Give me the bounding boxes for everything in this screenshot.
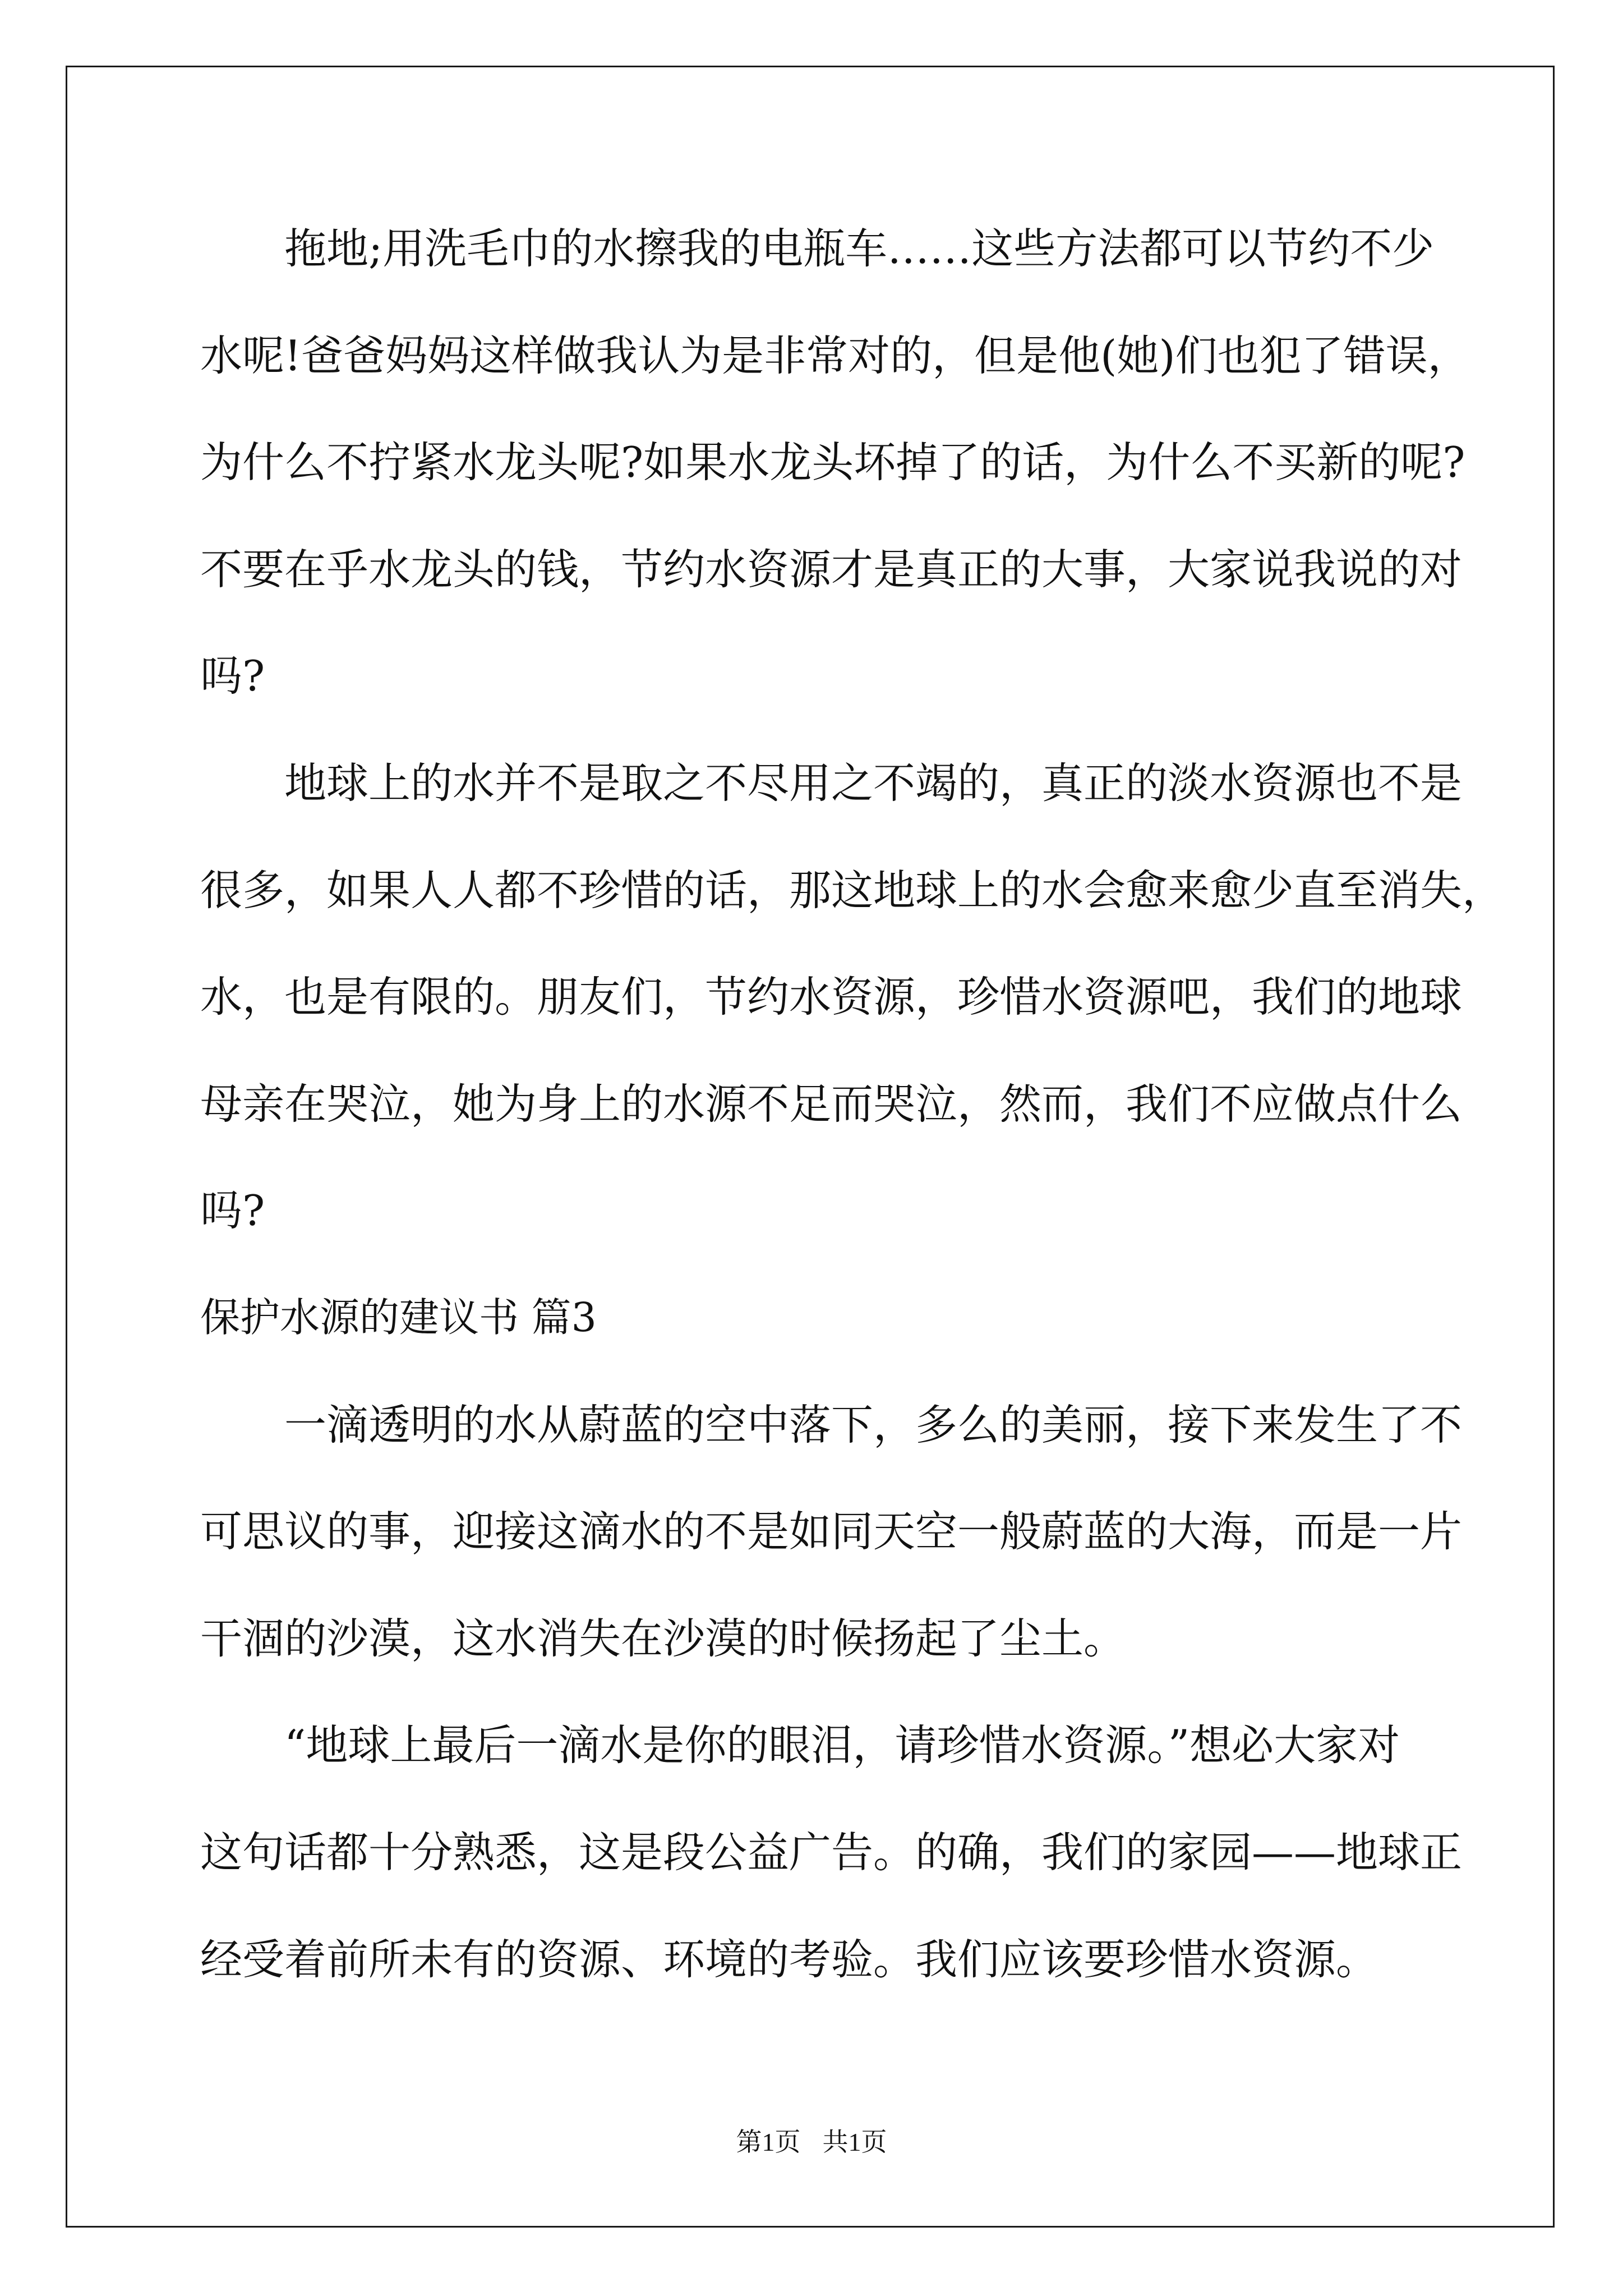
paragraph-line: 水呢!爸爸妈妈这样做我认为是非常对的，但是他(她)们也犯了错误，	[200, 330, 1470, 380]
paragraph-line: 这句话都十分熟悉，这是段公益广告。的确，我们的家园——地球正	[200, 1827, 1463, 1877]
paragraph-line: 地球上的水并不是取之不尽用之不竭的，真正的淡水资源也不是	[284, 758, 1463, 808]
paragraph-line: 可思议的事，迎接这滴水的不是如同天空一般蔚蓝的大海，而是一片	[200, 1507, 1463, 1557]
paragraph-line: 很多，如果人人都不珍惜的话，那这地球上的水会愈来愈少直至消失，	[200, 865, 1505, 915]
paragraph	[200, 195, 1546, 730]
page-footer-indicator: 第1页 共1页	[736, 2128, 887, 2156]
paragraph-line: 干涸的沙漠，这水消失在沙漠的时候扬起了尘土。	[200, 1613, 1126, 1663]
paragraph-line: 吗?	[200, 1186, 265, 1236]
paragraph-line: 拖地;用洗毛巾的水擦我的电瓶车……这些方法都可以节约不少	[284, 224, 1435, 273]
paragraph	[200, 1372, 1546, 1692]
paragraph-line: 母亲在哭泣，她为身上的水源不足而哭泣，然而，我们不应做点什么	[200, 1079, 1463, 1129]
paragraph-line: 为什么不拧紧水龙头呢?如果水龙头坏掉了的话，为什么不买新的呢?	[200, 438, 1465, 487]
paragraph-line: 不要在乎水龙头的钱，节约水资源才是真正的大事，大家说我说的对	[200, 544, 1463, 594]
paragraph	[200, 1692, 1546, 2013]
paragraph-line: 一滴透明的水从蔚蓝的空中落下，多么的美丽，接下来发生了不	[284, 1400, 1463, 1450]
paragraph-line: 吗?	[200, 651, 265, 701]
paragraph	[200, 730, 1546, 1264]
document-body	[200, 195, 1546, 2013]
paragraph-line: “地球上最后一滴水是你的眼泪，请珍惜水资源。”想必大家对	[284, 1720, 1400, 1770]
section-heading: 保护水源的建议书 篇3	[200, 1294, 597, 1341]
paragraph-line: 经受着前所未有的资源、环境的考验。我们应该要珍惜水资源。	[200, 1934, 1378, 1984]
paragraph-line: 水，也是有限的。朋友们，节约水资源，珍惜水资源吧，我们的地球	[200, 972, 1463, 1022]
